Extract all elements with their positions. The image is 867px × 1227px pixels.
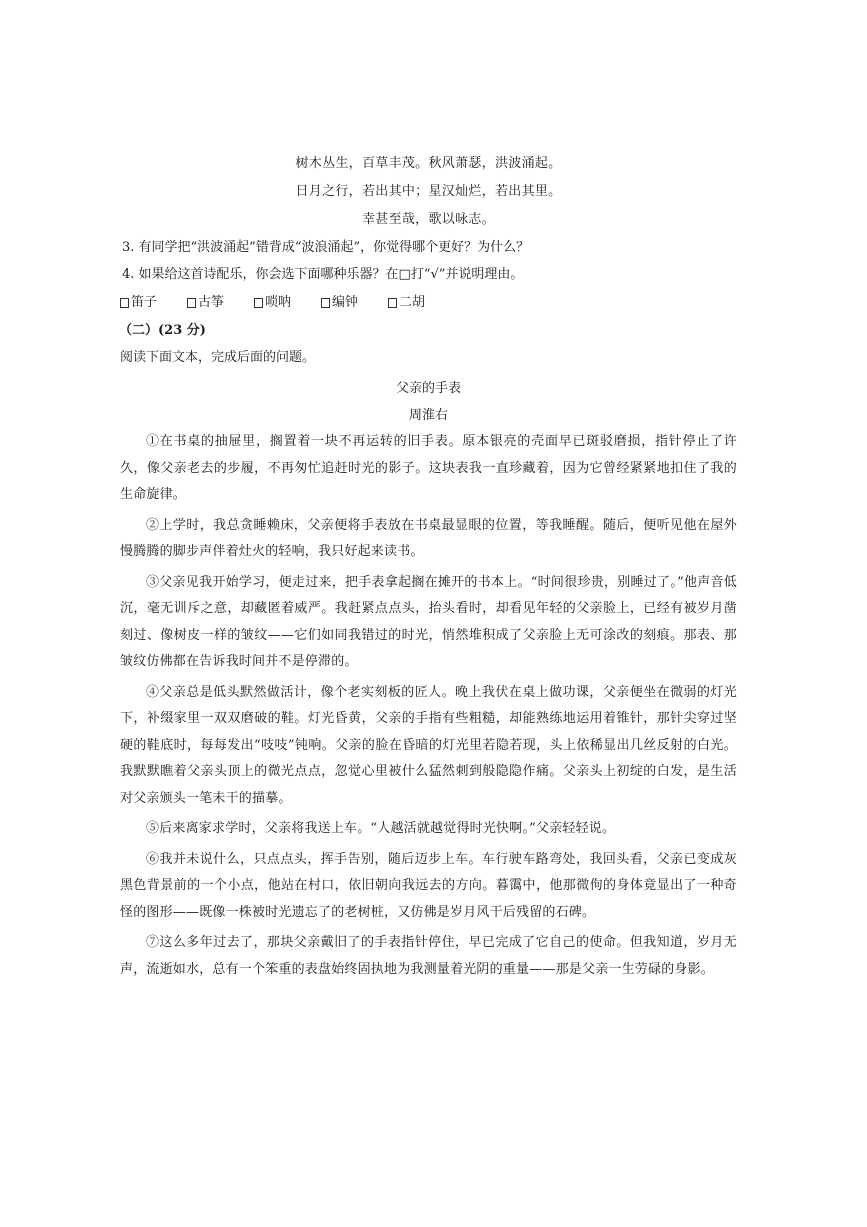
paragraph-3: ③父亲见我开始学习，便走过来，把手表拿起搁在摊开的书本上。“时间很珍贵，别睡过了。”他声音低沉，毫无训斥之意，却藏匿着威严。我赶紧点点头，抬头看时，却看见年轻的父亲脸上，已经有被岁月凿刻过、像树皮一样的皱纹——它们如同我错过的时光，悄然堆积成了父亲脸上无可涂改的刻痕。那表、那皱纹仿佛都在告诉我时间并不是停滞的。 [120, 574, 737, 669]
article-author: 周淮右 [408, 408, 448, 423]
checkbox-icon[interactable] [187, 298, 196, 308]
option-erhu[interactable] [388, 289, 455, 317]
paragraph-1: ①在书桌的抽屉里，搁置着一块不再运转的旧手表。原本银亮的壳面早已斑驳磨损，指针停止了许久，像父亲老去的步履，不再匆忙追赶时光的影子。这块表我一直珍藏着，因为它曾经紧紧地扣住了我的生命旋律。 [120, 434, 737, 502]
poem-line-3: 幸甚至哉，歌以咏志。 [361, 212, 495, 227]
question-3: 3. 有同学把“洪波涌起”错背成“波浪涌起”，你觉得哪个更好？为什么？ [122, 240, 530, 255]
paragraph-6: ⑥我并未说什么，只点点头，挥手告别，随后迈步上车。车行驶车路弯处，我回头看，父亲已变成灰黑色背景前的一个小点，他站在村口，依旧朝向我远去的方向。暮霭中，他那微佝的身体竟显出了一种奇怪的图形——既像一株被时光遗忘了的老树桩，又仿佛是岁月风干后残留的石碑。 [120, 851, 737, 920]
checkbox-icon[interactable] [120, 298, 129, 308]
checkbox-icon[interactable] [321, 298, 330, 308]
checkbox-icon[interactable] [388, 298, 397, 308]
option-guzheng[interactable] [187, 289, 254, 317]
poem-line-2: 日月之行，若出其中；星汉灿烂，若出其里。 [295, 184, 562, 199]
option-suona[interactable] [254, 289, 321, 317]
option-bianzhong[interactable] [321, 289, 388, 317]
reading-instruction: 阅读下面文本，完成后面的问题。 [120, 350, 316, 365]
instrument-options [120, 289, 737, 317]
option-label: 编钟 [332, 295, 359, 310]
option-label: 古筝 [198, 295, 225, 310]
option-label: 笛子 [131, 295, 158, 310]
paragraph-5: ⑤后来离家求学时，父亲将我送上车。“人越活就越觉得时光快啊。”父亲轻轻说。 [146, 821, 616, 836]
option-dizi[interactable] [120, 289, 187, 317]
paragraph-4: ④父亲总是低头默然做活计，像个老实刻板的匠人。晚上我伏在桌上做功课，父亲便坐在微弱的灯光下，补缀家里一双双磨破的鞋。灯光昏黄，父亲的手指有些粗糙，却能熟练地运用着锥针，那针尖穿过坚硬的鞋底时，每每发出“吱吱”钝响。父亲的脸在昏暗的灯光里若隐若现，头上依稀显出几丝反射的白光。我默默瞧着父亲头顶上的微光点点，忽觉心里被什么猛然刺到般隐隐作痛。父亲头上初绽的白发，是生活对父亲颁头一笔未干的描摹。 [120, 684, 737, 806]
section-heading: （二）(23 分) [119, 323, 206, 338]
option-label: 唢呐 [265, 295, 292, 310]
paragraph-2: ②上学时，我总贪睡赖床，父亲便将手表放在书桌最显眼的位置，等我睡醒。随后，便听见他在屋外慢腾腾的脚步声伴着灶火的轻响，我只好起来读书。 [120, 517, 737, 559]
poem-line-1: 树木丛生，百草丰茂。秋风萧瑟，洪波涌起。 [295, 156, 562, 171]
paragraph-7: ⑦这么多年过去了，那块父亲戴旧了的手表指针停住，早已完成了它自己的使命。但我知道，岁月无声，流逝如水，总有一个笨重的表盘始终固执地为我测量着光阴的重量——那是父亲一生劳碌的身影。 [120, 935, 737, 977]
article-title: 父亲的手表 [395, 381, 461, 396]
option-label: 二胡 [399, 295, 426, 310]
question-4: 4. 如果给这首诗配乐，你会选下面哪种乐器？在□打“√”并说明理由。 [122, 267, 524, 282]
checkbox-icon[interactable] [254, 298, 263, 308]
